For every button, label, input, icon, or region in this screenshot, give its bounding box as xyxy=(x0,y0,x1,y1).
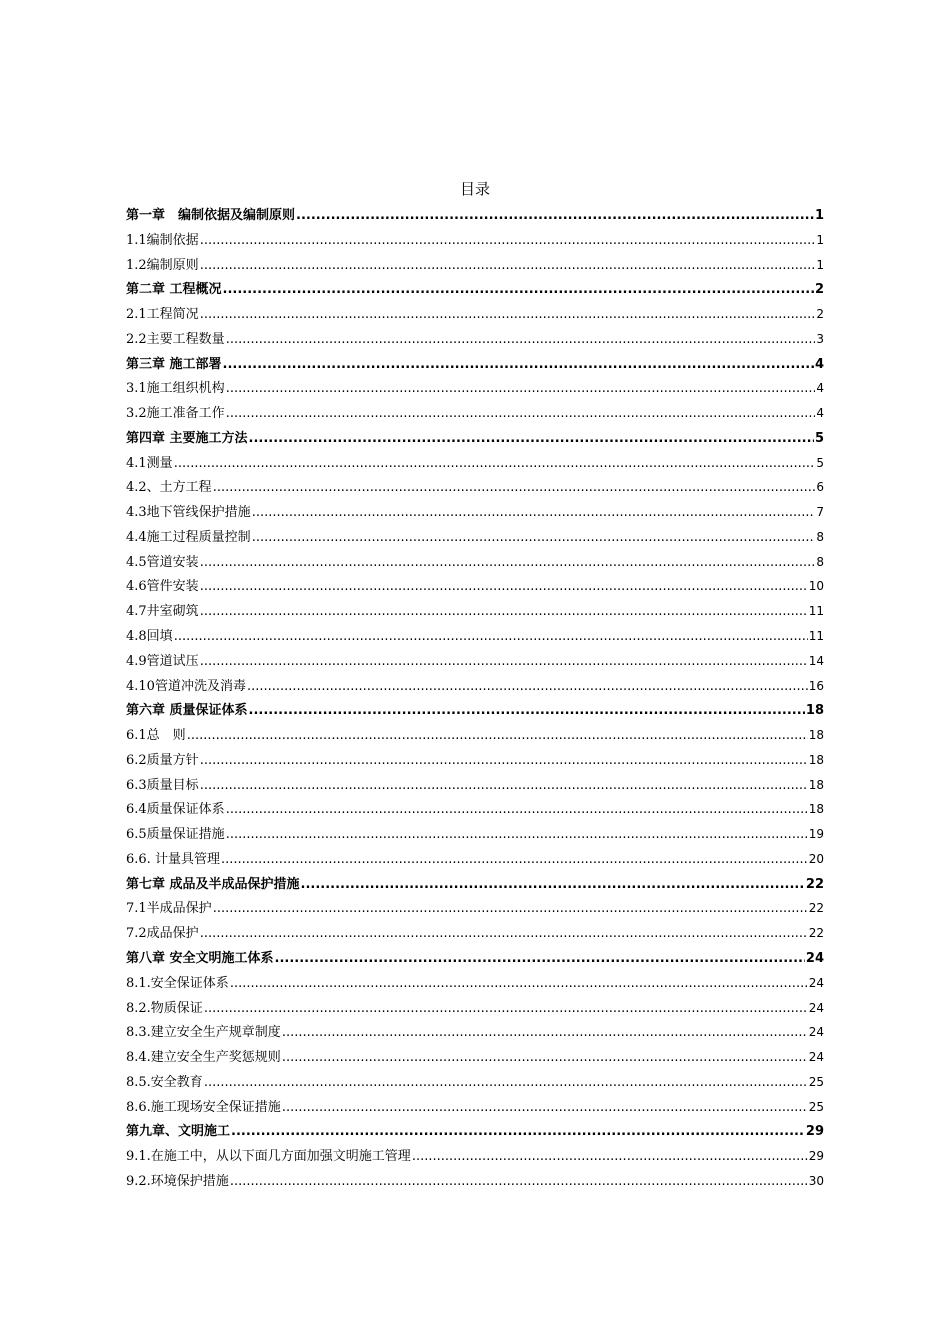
toc-page-number: 24 xyxy=(808,1025,824,1040)
toc-section-entry[interactable] xyxy=(126,254,824,279)
toc-entry-label: 6.1总 则 xyxy=(126,728,186,744)
toc-section-entry[interactable] xyxy=(126,972,824,997)
toc-page-number: 18 xyxy=(808,777,824,792)
toc-entry-label: 6.4质量保证体系 xyxy=(126,802,225,818)
toc-section-entry[interactable] xyxy=(126,1096,824,1121)
toc-chapter-entry[interactable] xyxy=(126,204,824,229)
toc-dot-leader xyxy=(226,802,808,817)
toc-entry-label: 第六章 质量保证体系 xyxy=(126,703,248,719)
toc-chapter-entry[interactable] xyxy=(126,1120,824,1145)
toc-dot-leader xyxy=(226,381,816,396)
toc-entry-label: 8.4.建立安全生产奖惩规则 xyxy=(126,1050,281,1066)
toc-dot-leader xyxy=(204,1075,808,1090)
toc-section-entry[interactable] xyxy=(126,452,824,477)
toc-page-number: 16 xyxy=(808,678,824,693)
toc-dot-leader xyxy=(249,703,805,718)
toc-entry-label: 8.1.安全保证体系 xyxy=(126,975,229,991)
toc-entry-label: 7.2成品保护 xyxy=(126,926,199,942)
toc-dot-leader xyxy=(213,480,816,495)
toc-page-number: 30 xyxy=(808,1173,824,1188)
toc-page-number: 5 xyxy=(816,455,824,470)
toc-page-number: 18 xyxy=(808,728,824,743)
toc-dot-leader xyxy=(200,307,816,322)
toc-page-number: 4 xyxy=(816,381,824,396)
toc-entry-label: 8.3.建立安全生产规章制度 xyxy=(126,1025,281,1041)
toc-dot-leader xyxy=(282,1100,808,1115)
toc-entry-label: 4.6管件安装 xyxy=(126,579,199,595)
toc-page-number: 22 xyxy=(808,901,824,916)
toc-page-number: 24 xyxy=(808,1000,824,1015)
toc-entry-label: 第四章 主要施工方法 xyxy=(126,430,248,446)
toc-section-entry[interactable] xyxy=(126,650,824,675)
toc-section-entry[interactable] xyxy=(126,997,824,1022)
toc-dot-leader xyxy=(200,654,808,669)
toc-chapter-entry[interactable] xyxy=(126,278,824,303)
toc-entry-label: 6.2质量方针 xyxy=(126,752,199,768)
toc-section-entry[interactable] xyxy=(126,798,824,823)
toc-section-entry[interactable] xyxy=(126,749,824,774)
toc-entry-label: 4.9管道试压 xyxy=(126,653,199,669)
toc-chapter-entry[interactable] xyxy=(126,873,824,898)
toc-section-entry[interactable] xyxy=(126,1071,824,1096)
toc-dot-leader xyxy=(301,877,805,892)
toc-dot-leader xyxy=(275,951,805,966)
toc-section-entry[interactable] xyxy=(126,402,824,427)
toc-dot-leader xyxy=(221,852,808,867)
toc-section-entry[interactable] xyxy=(126,897,824,922)
toc-dot-leader xyxy=(226,406,816,421)
toc-entry-label: 3.2施工准备工作 xyxy=(126,406,225,422)
toc-entry-label: 8.6.施工现场安全保证措施 xyxy=(126,1099,281,1115)
toc-page-number: 1 xyxy=(816,257,824,272)
toc-dot-leader xyxy=(230,976,808,991)
toc-page-number: 25 xyxy=(808,1099,824,1114)
toc-section-entry[interactable] xyxy=(126,229,824,254)
toc-chapter-entry[interactable] xyxy=(126,947,824,972)
toc-page-number: 1 xyxy=(814,208,824,223)
toc-entry-label: 4.8回填 xyxy=(126,629,173,645)
toc-entry-label: 4.1测量 xyxy=(126,455,173,471)
toc-entry-label: 第九章、文明施工 xyxy=(126,1124,231,1140)
toc-dot-leader xyxy=(213,901,808,916)
toc-entry-label: 1.1编制依据 xyxy=(126,232,199,248)
toc-dot-leader xyxy=(231,1124,805,1139)
toc-section-entry[interactable] xyxy=(126,724,824,749)
toc-entry-label: 第八章 安全文明施工体系 xyxy=(126,950,274,966)
toc-dot-leader xyxy=(200,555,816,570)
toc-dot-leader xyxy=(200,579,808,594)
toc-page-number: 18 xyxy=(808,752,824,767)
toc-entry-label: 9.2.环境保护措施 xyxy=(126,1173,229,1189)
toc-dot-leader xyxy=(200,926,808,941)
toc-section-entry[interactable] xyxy=(126,476,824,501)
toc-entry-label: 7.1半成品保护 xyxy=(126,901,212,917)
toc-page-number: 22 xyxy=(805,876,824,892)
toc-section-entry[interactable] xyxy=(126,625,824,650)
toc-section-entry[interactable] xyxy=(126,1145,824,1170)
toc-page-number: 2 xyxy=(814,282,824,298)
toc-page-number: 1 xyxy=(816,232,824,247)
toc-section-entry[interactable] xyxy=(126,501,824,526)
toc-dot-leader xyxy=(252,505,816,520)
toc-entry-label: 第七章 成品及半成品保护措施 xyxy=(126,876,300,892)
toc-entry-label: 4.2、土方工程 xyxy=(126,480,212,496)
toc-dot-leader xyxy=(296,208,814,223)
toc-section-entry[interactable] xyxy=(126,675,824,700)
toc-entry-label: 4.10管道冲洗及消毒 xyxy=(126,678,246,694)
toc-page-number: 8 xyxy=(816,554,824,569)
toc-page-number: 24 xyxy=(808,975,824,990)
toc-dot-leader xyxy=(226,827,808,842)
toc-dot-leader xyxy=(200,753,808,768)
toc-page-number: 5 xyxy=(814,430,824,446)
toc-dot-leader xyxy=(247,679,808,694)
toc-page-number: 24 xyxy=(808,1050,824,1065)
toc-dot-leader xyxy=(200,258,816,273)
toc-entry-label: 第三章 施工部署 xyxy=(126,356,222,372)
toc-entry-label: 6.5质量保证措施 xyxy=(126,827,225,843)
toc-page-number: 22 xyxy=(808,926,824,941)
toc-dot-leader xyxy=(187,728,808,743)
toc-page-number: 25 xyxy=(808,1074,824,1089)
toc-entry-label: 9.1.在施工中，从以下面几方面加强文明施工管理 xyxy=(126,1149,411,1165)
toc-dot-leader xyxy=(282,1025,808,1040)
toc-section-entry[interactable] xyxy=(126,1046,824,1071)
toc-page-number: 8 xyxy=(816,529,824,544)
toc-dot-leader xyxy=(282,1050,808,1065)
toc-section-entry[interactable] xyxy=(126,1021,824,1046)
toc-section-entry[interactable] xyxy=(126,575,824,600)
toc-section-entry[interactable] xyxy=(126,551,824,576)
toc-entry-label: 4.5管道安装 xyxy=(126,554,199,570)
toc-dot-leader xyxy=(412,1149,808,1164)
toc-chapter-entry[interactable] xyxy=(126,699,824,724)
toc-section-entry[interactable] xyxy=(126,1170,824,1195)
toc-page-number: 11 xyxy=(808,604,824,619)
toc-dot-leader xyxy=(249,431,814,446)
toc-page-number: 2 xyxy=(816,307,824,322)
toc-dot-leader xyxy=(200,233,816,248)
toc-entry-label: 4.3地下管线保护措施 xyxy=(126,505,251,521)
table-of-contents xyxy=(126,204,824,1195)
toc-dot-leader xyxy=(174,456,816,471)
toc-section-entry[interactable] xyxy=(126,600,824,625)
toc-page-number: 29 xyxy=(805,1124,824,1140)
toc-section-entry[interactable] xyxy=(126,377,824,402)
toc-dot-leader xyxy=(223,282,814,297)
toc-page-number: 4 xyxy=(814,356,824,372)
toc-page-number: 7 xyxy=(816,505,824,520)
toc-entry-label: 2.2主要工程数量 xyxy=(126,331,225,347)
toc-entry-label: 第二章 工程概况 xyxy=(126,282,222,298)
toc-page-number: 18 xyxy=(808,802,824,817)
toc-entry-label: 第一章 编制依据及编制原则 xyxy=(126,208,296,223)
toc-page-number: 19 xyxy=(808,827,824,842)
toc-page-number: 4 xyxy=(816,406,824,421)
toc-dot-leader xyxy=(174,629,808,644)
toc-title: 目录 xyxy=(459,180,490,198)
toc-entry-label: 1.2编制原则 xyxy=(126,257,199,273)
toc-chapter-entry[interactable] xyxy=(126,353,824,378)
toc-page-number: 11 xyxy=(808,629,824,644)
toc-section-entry[interactable] xyxy=(126,848,824,873)
toc-page-number: 10 xyxy=(808,579,824,594)
toc-dot-leader xyxy=(226,332,816,347)
toc-page-number: 18 xyxy=(805,703,824,719)
toc-section-entry[interactable] xyxy=(126,303,824,328)
toc-entry-label: 8.5.安全教育 xyxy=(126,1074,203,1090)
toc-dot-leader xyxy=(200,778,808,793)
toc-dot-leader xyxy=(204,1001,808,1016)
toc-dot-leader xyxy=(223,357,814,372)
toc-dot-leader xyxy=(200,604,808,619)
toc-entry-label: 2.1工程简况 xyxy=(126,307,199,323)
toc-entry-label: 8.2.物质保证 xyxy=(126,1000,203,1016)
toc-entry-label: 4.4施工过程质量控制 xyxy=(126,529,251,545)
toc-page-number: 3 xyxy=(816,331,824,346)
toc-page-number: 20 xyxy=(808,851,824,866)
toc-chapter-entry[interactable] xyxy=(126,427,824,452)
toc-page-number: 14 xyxy=(808,653,824,668)
toc-section-entry[interactable] xyxy=(126,823,824,848)
toc-section-entry[interactable] xyxy=(126,922,824,947)
toc-section-entry[interactable] xyxy=(126,774,824,799)
toc-entry-label: 6.6. 计量具管理 xyxy=(126,851,220,867)
toc-entry-label: 4.7井室砌筑 xyxy=(126,604,199,620)
toc-entry-label: 3.1施工组织机构 xyxy=(126,381,225,397)
toc-section-entry[interactable] xyxy=(126,526,824,551)
toc-page-number: 29 xyxy=(808,1149,824,1164)
toc-entry-label: 6.3质量目标 xyxy=(126,777,199,793)
toc-dot-leader xyxy=(252,530,816,545)
toc-page-number: 24 xyxy=(805,950,824,966)
toc-page-number: 6 xyxy=(816,480,824,495)
toc-dot-leader xyxy=(230,1174,808,1189)
toc-section-entry[interactable] xyxy=(126,328,824,353)
